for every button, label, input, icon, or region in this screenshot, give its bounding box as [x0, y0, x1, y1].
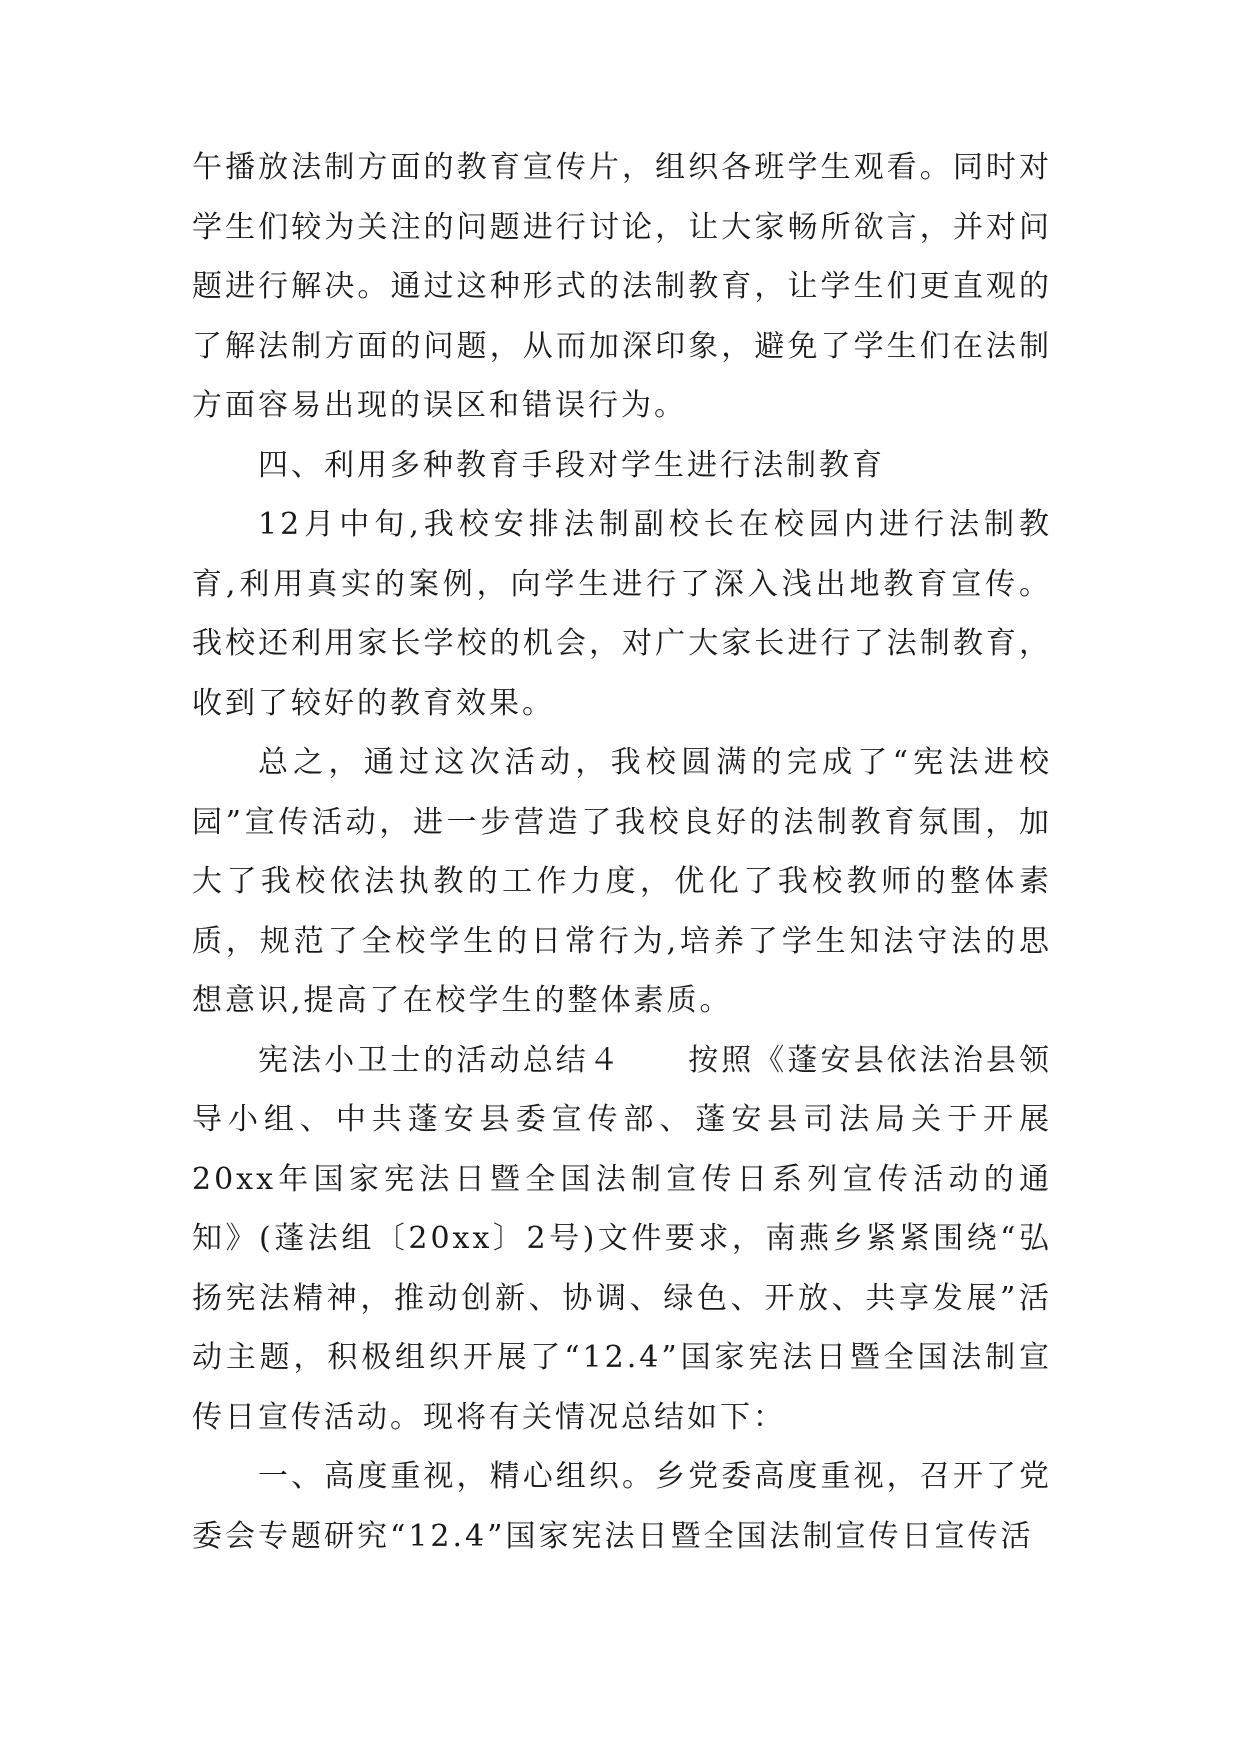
document-body — [192, 138, 1052, 1566]
paragraph: 宪法小卫士的活动总结４ 按照《蓬安县依法治县领导小组、中共蓬安县委宣传部、蓬安县司法局关于开展20xx年国家宪法日暨全国法制宣传日系列宣传活动的通知》(蓬法组〔20xx〕2号)文件要求，南燕乡紧紧围绕“弘扬宪法精神，推动创新、协调、绿色、开放、共享发展”活动主题，积极组织开展了“12.4”国家宪法日暨全国法制宣传日宣传活动。现将有关情况总结如下： — [192, 1042, 1052, 1435]
paragraph-continuation: 午播放法制方面的教育宣传片，组织各班学生观看。同时对学生们较为关注的问题进行讨论，让大家畅所欲言，并对问题进行解决。通过这种形式的法制教育，让学生们更直观的了解法制方面的问题，从而加深印象，避免了学生们在法制方面容易出现的误区和错误行为。 — [192, 150, 1052, 423]
paragraph: 总之，通过这次活动，我校圆满的完成了“宪法进校园”宣传活动，进一步营造了我校良好的法制教育氛围，加大了我校依法执教的工作力度，优化了我校教师的整体素质，规范了全校学生的日常行为,培养了学生知法守法的思想意识,提高了在校学生的整体素质。 — [192, 745, 1052, 1018]
paragraph: 12月中旬,我校安排法制副校长在校园内进行法制教育,利用真实的案例，向学生进行了深入浅出地教育宣传。我校还利用家长学校的机会，对广大家长进行了法制教育，收到了较好的教育效果。 — [192, 507, 1052, 721]
paragraph: 一、高度重视，精心组织。乡党委高度重视，召开了党委会专题研究“12.4”国家宪法日暨全国法制宣传日宣传活 — [192, 1459, 1052, 1554]
section-heading-four: 四、利用多种教育手段对学生进行法制教育 — [258, 447, 885, 483]
